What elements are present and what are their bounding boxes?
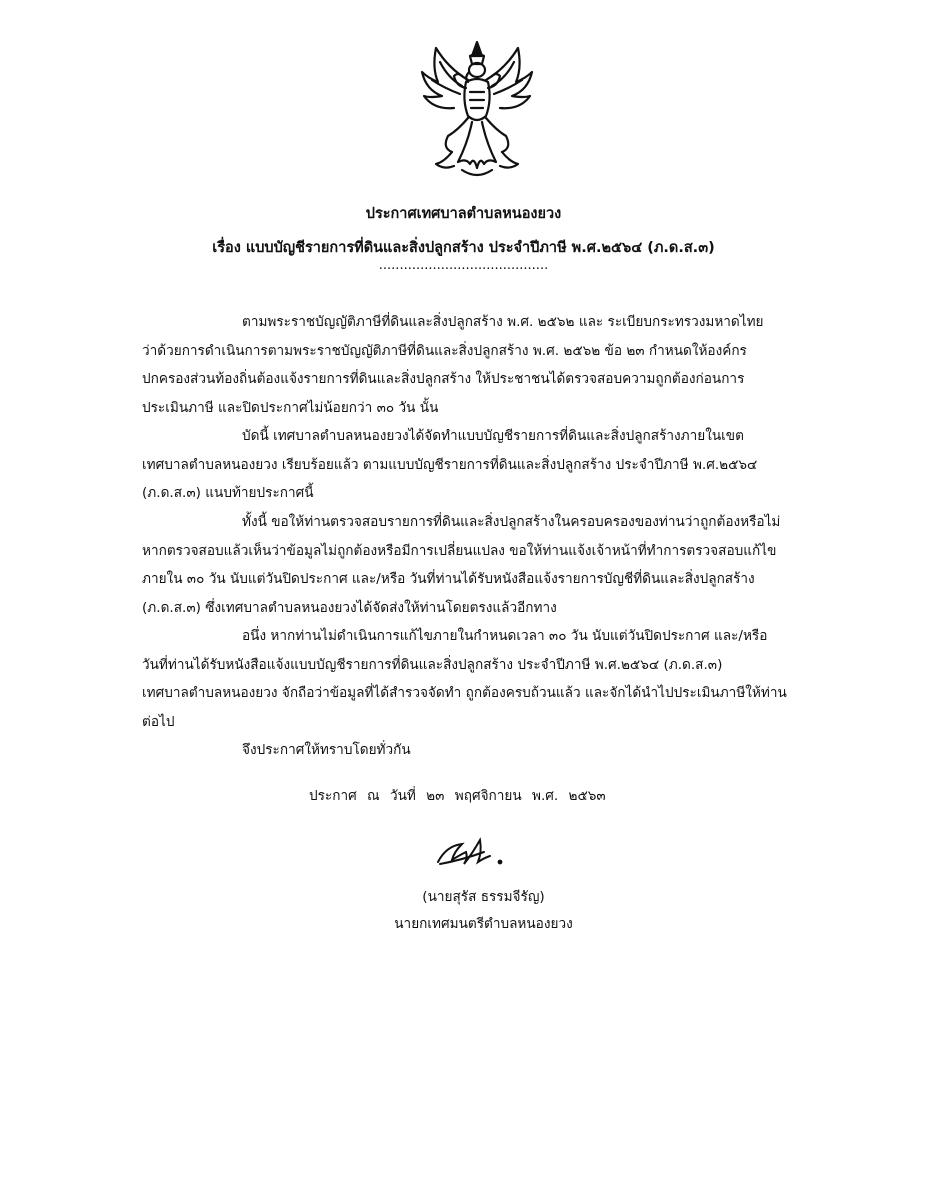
paragraph-line: วันที่ท่านได้รับหนังสือแจ้งแบบบัญชีรายการที่ดินและสิ่งปลูกสร้าง ประจำปีภาษี พ.ศ.๒๕๖๔ (ภ.ด.ส.๓) xyxy=(142,656,723,673)
closing-statement: จึงประกาศให้ทราบโดยทั่วกัน xyxy=(242,742,411,758)
paragraph-line: ว่าด้วยการดำเนินการตามพระราชบัญญัติภาษีที่ดินและสิ่งปลูกสร้าง พ.ศ. ๒๕๖๒ ข้อ ๒๓ กำหนดให้องค์กร xyxy=(142,342,747,359)
paragraph-line: ภายใน ๓๐ วัน นับแต่วันปิดประกาศ และ/หรือ วันที่ท่านได้รับหนังสือแจ้งรายการบัญชีที่ดินและสิ่งปลูกสร้าง xyxy=(142,571,755,587)
paragraph-line: อนึ่ง หากท่านไม่ดำเนินการแก้ไขภายในกำหนดเวลา ๓๐ วัน นับแต่วันปิดประกาศ และ/หรือ xyxy=(242,628,768,644)
paragraph-2 xyxy=(142,422,806,508)
paragraph-line: (ภ.ด.ส.๓) แนบท้ายประกาศนี้ xyxy=(142,485,314,501)
paragraph-line: ตามพระราชบัญญัติภาษีที่ดินและสิ่งปลูกสร้าง พ.ศ. ๒๕๖๒ และ ระเบียบกระทรวงมหาดไทย xyxy=(242,314,764,330)
paragraph-3 xyxy=(142,508,806,622)
announcement-title: ประกาศเทศบาลตำบลหนองยวง xyxy=(365,206,562,222)
paragraph-line: เทศบาลตำบลหนองยวง เรียบร้อยแล้ว ตามแบบบัญชีรายการที่ดินและสิ่งปลูกสร้าง ประจำปีภาษี พ.ศ.๒๕๖๔ xyxy=(142,456,758,473)
paragraph-line: บัดนี้ เทศบาลตำบลหนองยวงได้จัดทำแบบบัญชีรายการที่ดินและสิ่งปลูกสร้างภายในเขต xyxy=(242,428,744,444)
announcement-date: ประกาศ ณ วันที่ ๒๓ พฤศจิกายน พ.ศ. ๒๕๖๓ xyxy=(309,788,606,804)
paragraph-line: ปกครองส่วนท้องถิ่นต้องแจ้งรายการที่ดินและสิ่งปลูกสร้าง ให้ประชาชนได้ตรวจสอบความถูกต้องก่อนการ xyxy=(142,371,745,387)
signature-icon xyxy=(432,826,532,876)
paragraph-line: (ภ.ด.ส.๓) ซึ่งเทศบาลตำบลหนองยวงได้จัดส่งให้ท่านโดยตรงแล้วอีกทาง xyxy=(142,599,557,616)
announcement-subject: เรื่อง แบบบัญชีรายการที่ดินและสิ่งปลูกสร้าง ประจำปีภาษี พ.ศ.๒๕๖๔ (ภ.ด.ส.๓) xyxy=(212,240,715,256)
garuda-emblem-icon xyxy=(418,38,536,183)
paragraph-1 xyxy=(142,308,806,422)
paragraph-line: ประเมินภาษี และปิดประกาศไม่น้อยกว่า ๓๐ วัน นั้น xyxy=(142,399,439,416)
paragraph-line: เทศบาลตำบลหนองยวง จักถือว่าข้อมูลที่ได้สำรวจจัดทำ ถูกต้องครบถ้วนแล้ว และจักได้นำไปประเมินภาษีให้ท่าน xyxy=(142,685,787,701)
signatory-position: นายกเทศมนตรีตำบลหนองยวง xyxy=(394,916,573,932)
paragraph-line: หากตรวจสอบแล้วเห็นว่าข้อมูลไม่ถูกต้องหรือมีการเปลี่ยนแปลง ขอให้ท่านแจ้งเจ้าหน้าที่ทำการตรวจสอบแก้ไข xyxy=(142,542,777,559)
paragraph-4 xyxy=(142,622,806,736)
paragraph-line: ต่อไป xyxy=(142,713,175,730)
signatory-name: (นายสุรัส ธรรมจีรัญ) xyxy=(422,889,545,905)
title-separator: ......................................... xyxy=(378,258,549,273)
paragraph-line: ทั้งนี้ ขอให้ท่านตรวจสอบรายการที่ดินและสิ่งปลูกสร้างในครอบครองของท่านว่าถูกต้องหรือไม่ xyxy=(242,514,781,530)
